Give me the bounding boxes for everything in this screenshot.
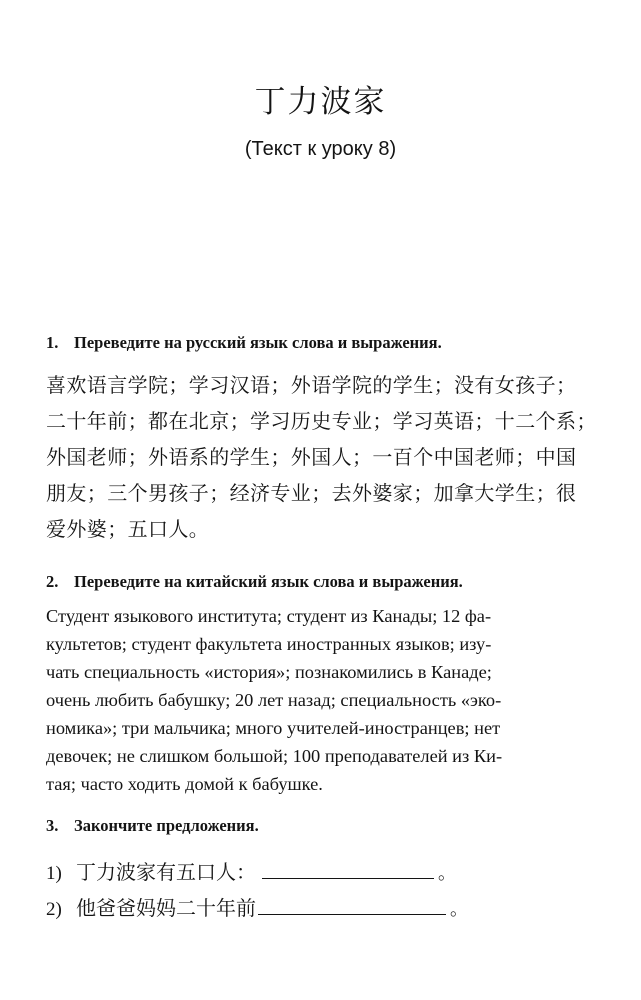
sentence-item bbox=[46, 893, 468, 925]
exercise-2-line: девочек; не слишком большой; 100 преподавателей из Ки- bbox=[46, 746, 503, 766]
section-3-number: 3. bbox=[46, 816, 59, 835]
answer-blank[interactable] bbox=[262, 860, 434, 879]
sentence-number: 2) bbox=[46, 899, 62, 920]
section-2-title: Переведите на китайский язык слова и выражения. bbox=[74, 572, 463, 591]
section-2-number: 2. bbox=[46, 572, 59, 591]
section-3-title: Закончите предложения. bbox=[74, 816, 259, 835]
exercise-1-line: 朋友；三个男孩子；经济专业；去外婆家；加拿大学生；很 bbox=[46, 481, 577, 505]
sentence-number: 1) bbox=[46, 863, 62, 884]
section-1-heading bbox=[46, 332, 442, 354]
exercise-1-line: 二十年前；都在北京；学习历史专业；学习英语；十二个系； bbox=[46, 409, 597, 433]
exercise-2-line: чать специальность «история»; познакомились в Канаде; bbox=[46, 662, 492, 682]
exercise-2-line: тая; часто ходить домой к бабушке. bbox=[46, 774, 323, 794]
exercise-2-line: номика»; три мальчика; много учителей-иностранцев; нет bbox=[46, 718, 501, 738]
sentence-item bbox=[46, 857, 456, 889]
sentence-text: 他爸爸妈妈二十年前 bbox=[76, 896, 256, 920]
sentence-end: 。 bbox=[450, 899, 468, 920]
exercise-2-line: культетов; студент факультета иностранных языков; изу- bbox=[46, 634, 492, 654]
section-1-number: 1. bbox=[46, 333, 59, 352]
page-title: 丁力波家 bbox=[254, 84, 387, 120]
answer-blank[interactable] bbox=[258, 896, 446, 915]
section-2-heading bbox=[46, 571, 463, 593]
exercise-2-line: Студент языкового института; студент из Канады; 12 фа- bbox=[46, 606, 492, 626]
exercise-2-line: очень любить бабушку; 20 лет назад; специальность «эко- bbox=[46, 690, 502, 710]
sentence-text: 丁力波家有五口人： bbox=[76, 860, 256, 884]
section-1-title: Переведите на русский язык слова и выражения. bbox=[74, 333, 442, 352]
sentence-end: 。 bbox=[438, 863, 456, 884]
exercise-1-line: 外国老师；外语系的学生；外国人；一百个中国老师；中国 bbox=[46, 445, 577, 469]
section-3-heading bbox=[46, 815, 259, 837]
page-subtitle: (Текст к уроку 8) bbox=[244, 138, 397, 160]
exercise-1-line: 爱外婆；五口人。 bbox=[46, 517, 210, 541]
exercise-1-line: 喜欢语言学院；学习汉语；外语学院的学生；没有女孩子； bbox=[46, 373, 577, 397]
